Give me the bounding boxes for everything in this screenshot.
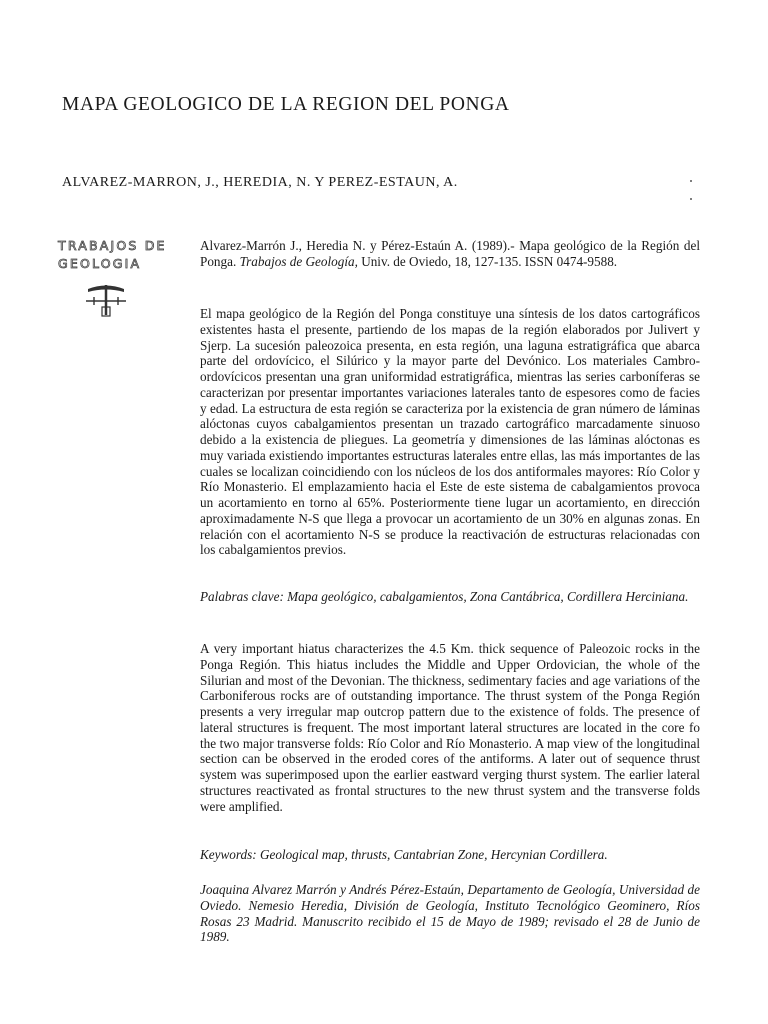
citation [200,238,700,270]
keywords-english: Keywords: Geological map, thrusts, Cantabrian Zone, Hercynian Cordillera. [200,847,608,862]
paper-title: MAPA GEOLOGICO DE LA REGION DEL PONGA [62,94,510,115]
keywords-spanish: Palabras clave: Mapa geológico, cabalgamientos, Zona Cantábrica, Cordillera Herciniana. [200,589,689,604]
author-affiliations: Joaquina Alvarez Marrón y Andrés Pérez-Estaún, Departamento de Geología, Universidad de Oviedo. Nemesio Heredia, División de Geología, Instituto Tecnológico Geominero, Ríos Rosas 23 Madrid. Manuscrito recibido el 15 de Mayo de 1989; revisado el 28 de Junio de 1989. [200,882,700,945]
logo-text-line-2: GEOLOGIA [58,256,142,271]
abstract-spanish: El mapa geológico de la Región del Ponga constituye una síntesis de los datos cartográficos existentes hasta el presente, partiendo de los mapas de la región elaborados por Julivert y Sjerp. La sucesión paleozoica presenta, en esta región, una laguna estratigráfica que abarca parte del ordovícico, el Silúrico y la mayor parte del Devónico. Los materiales Cambro-ordovícicos presentan una gran uniformidad estratigráfica, mientras las series carboníferas se caracterizan por presentar importantes variaciones laterales tanto de espesores como de facies y edad. La estructura de esta región se caracteriza por la existencia de gran número de láminas alóctonas cuyos cabalgamientos presentan un trazado cartográfico marcadamente sinuoso debido a la existencia de pliegues. La geometría y dimensiones de las láminas alóctonas es muy variada existiendo importantes estructuras laterales entre ellas, las más importantes de las cuales se localizan coincidiendo con los núcleos de los dos antiformales mayores: Río Color y Río Monasterio. El emplazamiento hacia el Este de este sistema de cabalgamientos provoca un acortamiento en torno al 65%. Posteriormente tiene lugar un acortamiento, en dirección aproximadamente N-S que llega a provocar un acortamiento de un 30% en algunas zonas. En relación con el acortamiento N-S se produce la reactivación de estructuras relacionadas con los cabalgamientos previos. [200,306,700,558]
paper-authors: ALVAREZ-MARRON, J., HEREDIA, N. Y PEREZ-ESTAUN, A. [62,175,458,190]
stray-marks [690,180,696,210]
logo-text-line-1: TRABAJOS DE [58,238,167,253]
abstract-english: A very important hiatus characterizes the 4.5 Km. thick sequence of Paleozoic rocks in the Ponga Región. This hiatus includes the Middle and Upper Ordovician, the whole of the Silurian and most of the Devonian. The thickness, sedimentary facies and age variations of the Carboniferous rocks are of outstanding importance. The thrust system of the Ponga Región presents a very irregular map outcrop pattern due to the existence of folds. The presence of lateral structures is frequent. The most important lateral structures are located in the core fo the two major transverse folds: Río Color and Río Monasterio. A map view of the longitudinal section can be observed in the eroded cores of the antiforms. A later out of sequence thrust system was superimposed upon the earlier eastward verging thurst system. The earlier lateral structures reactivated as frontal structures to the new thrust system and the transverse folds were amplified. [200,641,700,814]
geologist-hammer-icon [84,279,182,324]
journal-logo [58,237,182,324]
citation-authors: Alvarez-Marrón J., Heredia N. y Pérez-Estaún A. (1989).- Mapa geológico de la Región del Ponga. [200,238,700,269]
citation-journal: Trabajos de Geología, [239,253,358,269]
citation-details: Univ. de Oviedo, 18, 127-135. ISSN 0474-9588. [361,253,618,269]
